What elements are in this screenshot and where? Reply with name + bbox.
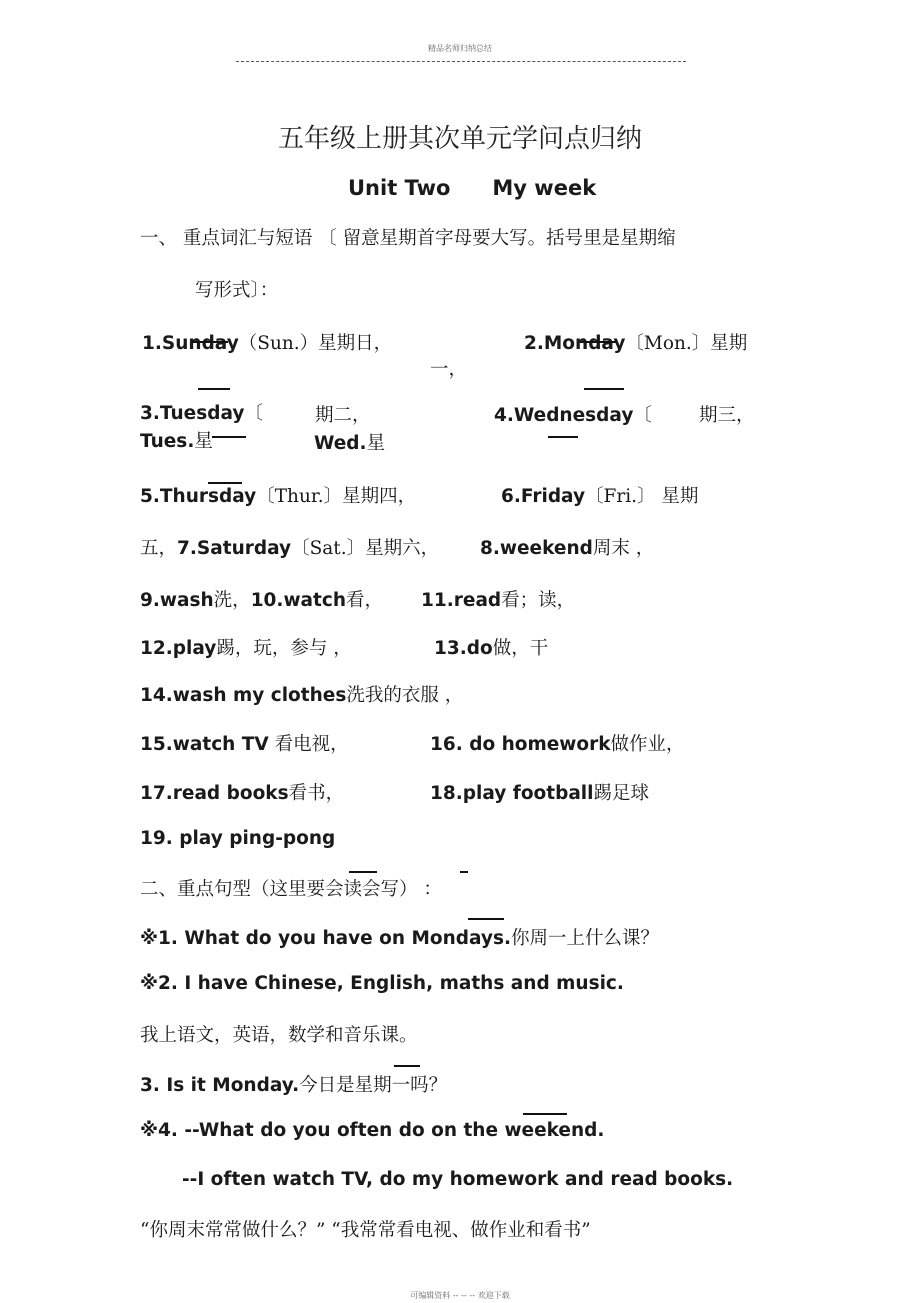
overline-mark: [394, 1065, 420, 1067]
vocab-thursday: 5.Thursday〔Thur.〕星期四，: [140, 486, 417, 507]
sentence-4-answer: --I often watch TV, do my homework and read books.: [182, 1169, 734, 1190]
vocab-tuesday-meaning: 期二，: [315, 405, 371, 426]
sentence-1: ※1. What do you have on Mondays.你周一上什么课？: [140, 928, 660, 949]
vocab-do: 13.do做，干: [434, 638, 549, 659]
overline-mark: [460, 871, 468, 873]
vocab-tuesday-abbr: Tues.星: [140, 431, 213, 452]
overline-mark: [548, 436, 578, 438]
vocab-friday: 6.Friday〔Fri.〕 星期: [501, 486, 699, 507]
sentence-2: ※2. I have Chinese, English, maths and music.: [140, 973, 624, 994]
vocab-play-ping-pong: 19. play ping-pong: [140, 828, 336, 849]
sentence-4-question: ※4. --What do you often do on the weekend.: [140, 1120, 605, 1141]
subtitle-topic: My week: [492, 176, 597, 200]
overline-mark: [198, 388, 230, 390]
unit-subtitle: [348, 176, 596, 200]
section1-heading: 一、 重点词汇与短语 〔 留意星期首字母要大写。括号里是星期缩: [140, 228, 676, 249]
vocab-read-books: 17.read books看书，: [140, 783, 345, 804]
subtitle-unit: Unit Two: [348, 176, 451, 200]
sentence-4-translation: “你周末常常做什么？” “我常常看电视、做作业和看书”: [140, 1220, 591, 1241]
vocab-watch-tv: 15.watch TV 看电视，: [140, 734, 349, 755]
overline-mark: [212, 436, 246, 438]
vocab-wednesday-abbr: Wed.星: [314, 433, 386, 454]
page-header: 精品名师归纳总结: [428, 44, 492, 53]
vocab-wash-clothes: 14.wash my clothes洗我的衣服 ，: [140, 685, 464, 706]
vocab-play: 12.play踢，玩，参与 ，: [140, 638, 352, 659]
overline-mark: [523, 1113, 567, 1115]
strike-mark: [192, 341, 228, 343]
page-footer: 可编辑资料 -- -- -- 欢迎下载: [410, 1291, 510, 1300]
document-title: 五年级上册其次单元学问点归纳: [277, 124, 642, 154]
overline-mark: [468, 918, 504, 920]
section1-heading-cont: 写形式〕：: [195, 280, 279, 301]
overline-mark: [584, 388, 624, 390]
vocab-wash-watch: 9.wash洗，10.watch看，: [140, 590, 384, 611]
vocab-monday: 2.Monday〔Mon.〕星期: [524, 333, 748, 354]
vocab-sunday: 1.Sunday（Sun.）星期日，: [142, 333, 393, 354]
strike-mark: [580, 341, 616, 343]
vocab-weekend: 8.weekend周末 ，: [480, 538, 655, 559]
sentence-2-translation: 我上语文，英语，数学和音乐课。: [140, 1025, 418, 1046]
overline-mark: [349, 871, 377, 873]
section2-heading: 二、重点句型（这里要会读会写） ：: [140, 879, 442, 900]
header-divider: [236, 61, 686, 62]
vocab-tuesday: 3.Tuesday〔: [140, 403, 263, 424]
vocab-play-football: 18.play football踢足球: [430, 783, 650, 804]
sentence-3: 3. Is it Monday.今日是星期一吗？: [140, 1075, 448, 1096]
vocab-read: 11.read看；读，: [421, 590, 576, 611]
vocab-monday-wrap: 一，: [430, 359, 468, 380]
vocab-wednesday: 4.Wednesday〔: [494, 405, 652, 426]
vocab-do-homework: 16. do homework做作业，: [430, 734, 685, 755]
vocab-wednesday-meaning: 期三，: [699, 405, 755, 426]
vocab-saturday: 五，7.Saturday〔Sat.〕星期六，: [140, 538, 440, 559]
